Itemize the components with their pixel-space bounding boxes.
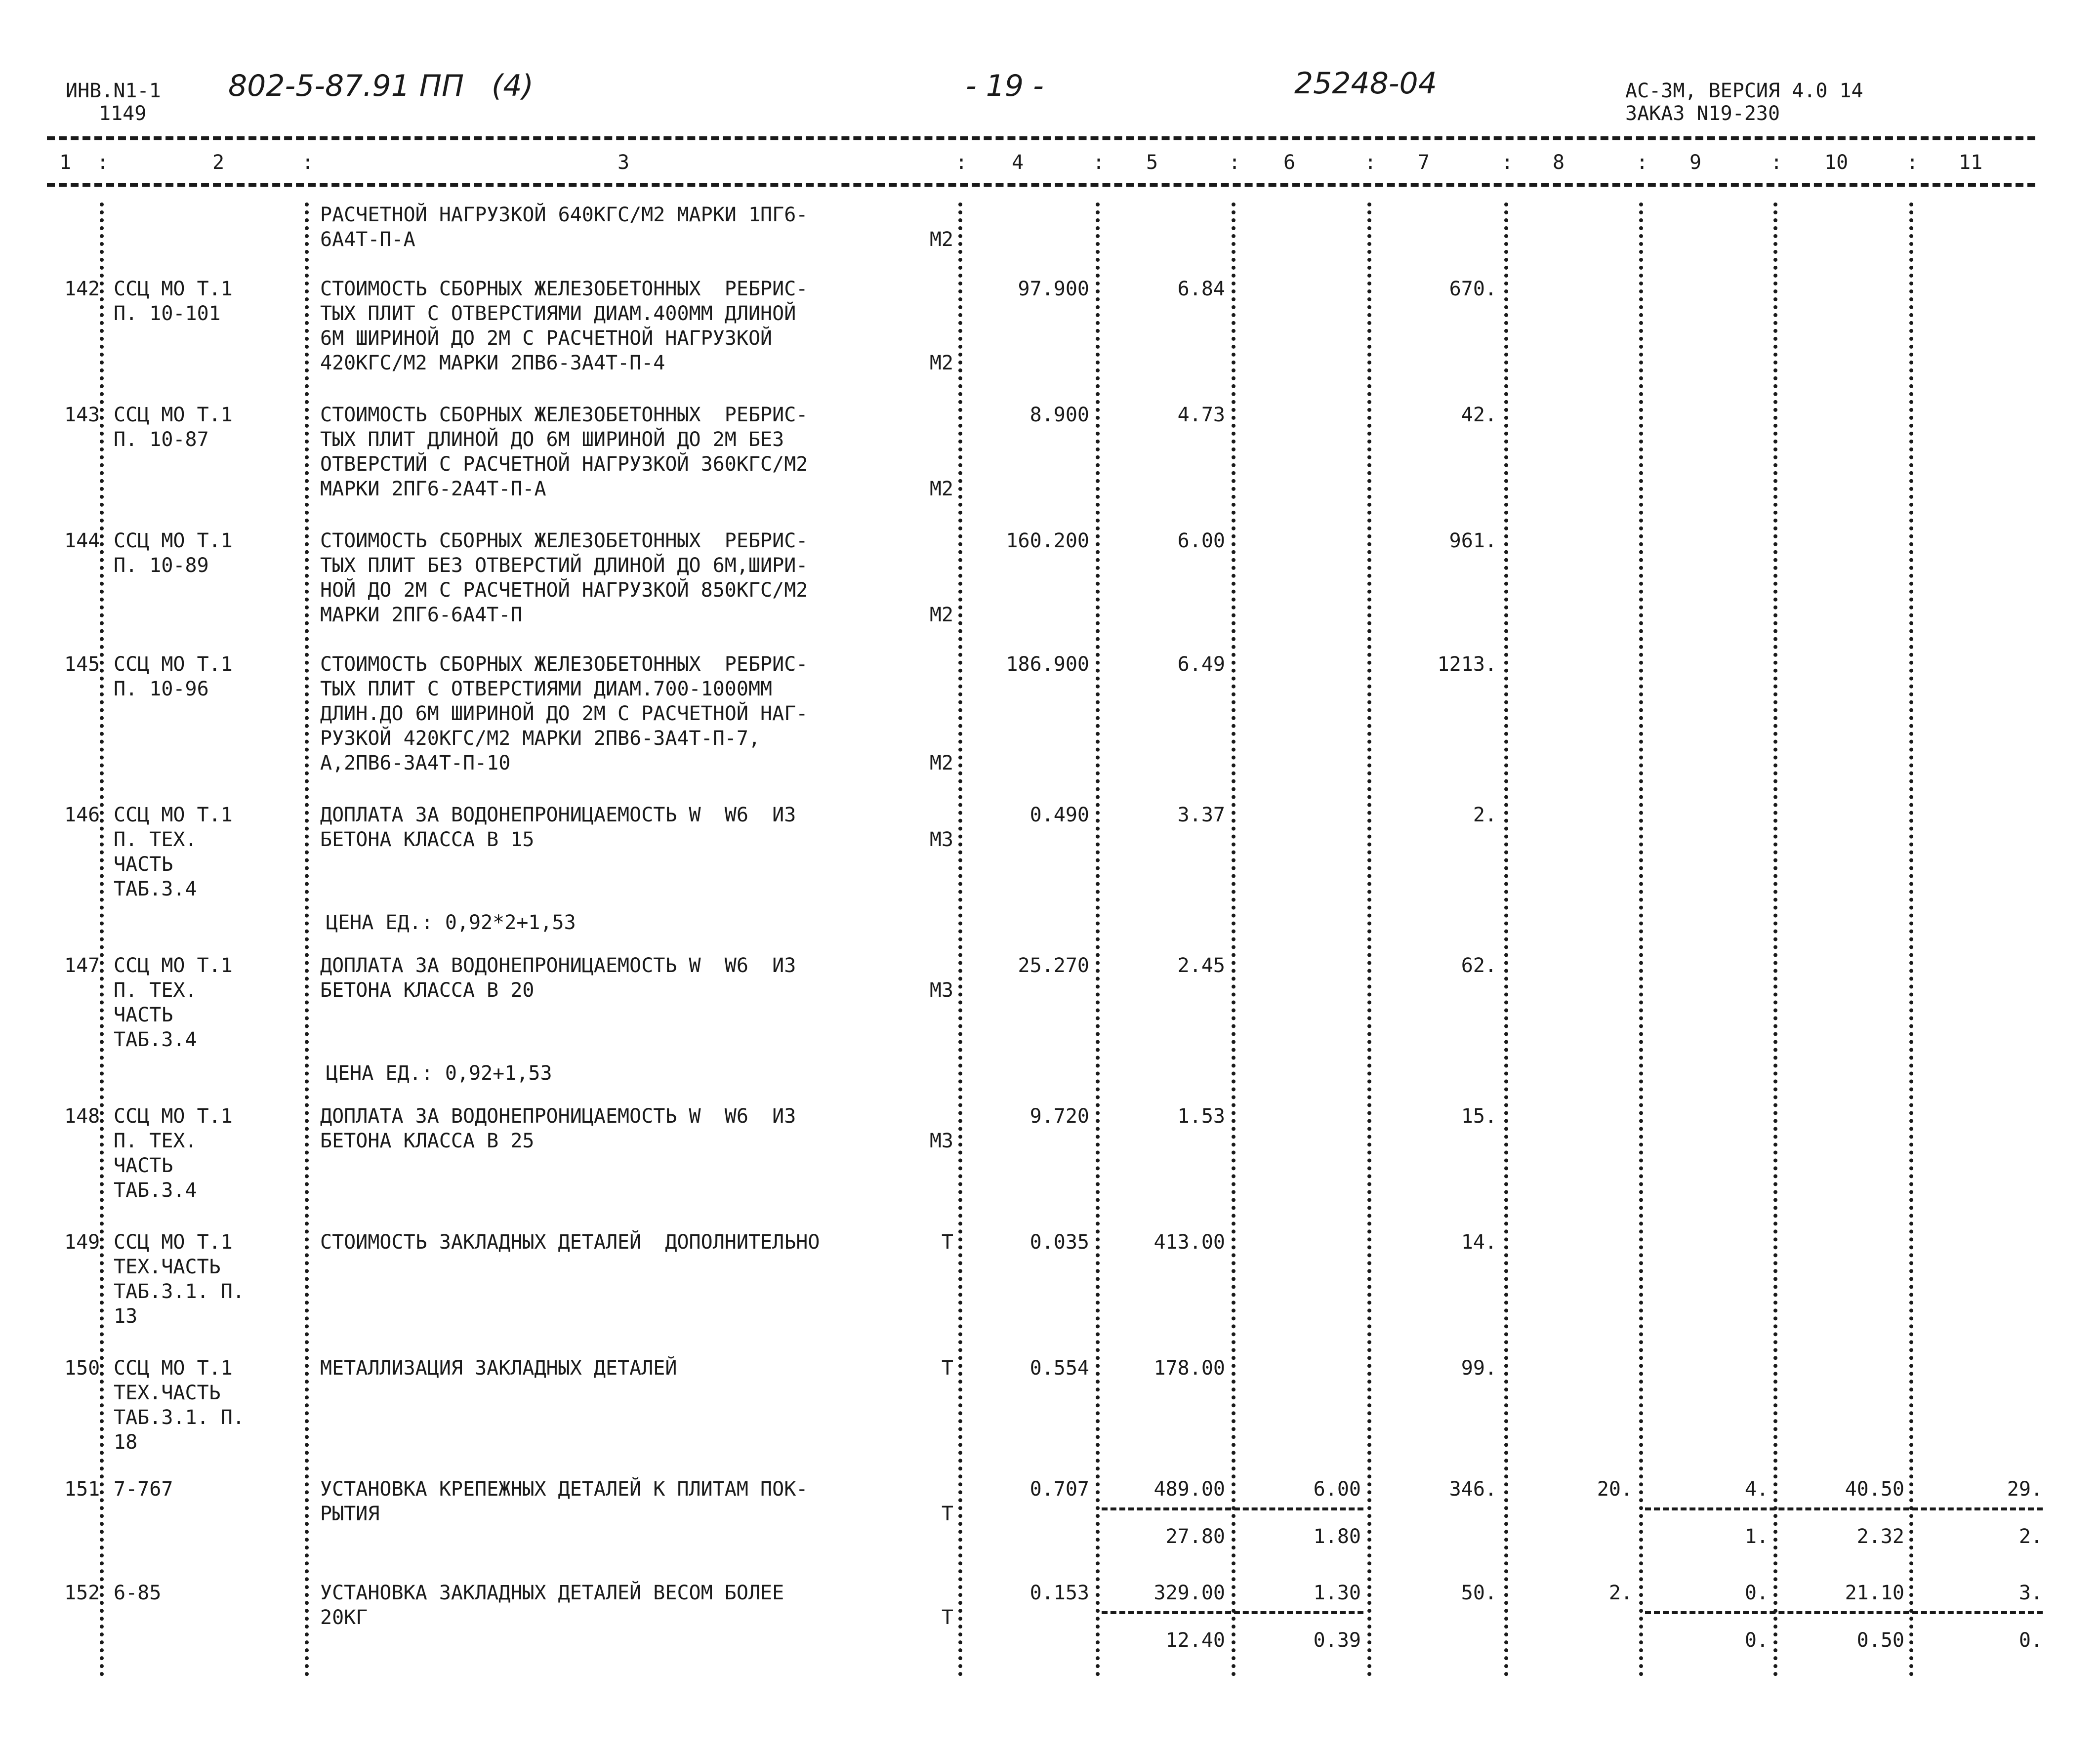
column-divider [1504, 203, 1508, 1677]
value-cost: 346. [1449, 1478, 1497, 1501]
subtotal-c11: 2. [2018, 1525, 2043, 1548]
work-description-line: УСТАНОВКА КРЕПЕЖНЫХ ДЕТАЛЕЙ К ПЛИТАМ ПОК- [320, 1478, 808, 1501]
value-cost: 961. [1449, 529, 1497, 552]
rate-code-line: ТАБ.3.4 [114, 1179, 197, 1202]
row-number: 146 [64, 804, 100, 826]
unit-of-measure: М2 [929, 752, 953, 774]
value-qty: 160.200 [1006, 529, 1089, 552]
rate-code-line: ТАБ.3.4 [114, 878, 197, 900]
row-number: 150 [64, 1357, 100, 1380]
inventory-number: 1149 [99, 102, 147, 125]
rate-code-line: ССЦ МО Т.1 [114, 653, 233, 676]
column-divider [1773, 203, 1777, 1677]
value-c9: 4. [1744, 1478, 1769, 1501]
unit-of-measure: М3 [929, 979, 953, 1002]
rate-code-line: ЧАСТЬ [114, 1004, 173, 1026]
subtotal-c11: 0. [2018, 1629, 2043, 1652]
unit-of-measure: М3 [929, 1130, 953, 1152]
value-price: 329.00 [1153, 1582, 1225, 1604]
work-description-line: А,2ПВ6-3А4Т-П-10 [320, 752, 511, 774]
work-description-line: СТОИМОСТЬ СБОРНЫХ ЖЕЛЕЗОБЕТОННЫХ РЕБРИС- [320, 278, 808, 300]
unit-of-measure: М2 [929, 228, 953, 251]
row-number: 148 [64, 1105, 100, 1128]
work-description-line: РАСЧЕТНОЙ НАГРУЗКОЙ 640КГС/М2 МАРКИ 1ПГ6- [320, 203, 808, 226]
subtotal-price: 12.40 [1165, 1629, 1225, 1652]
work-description-line: ТЫХ ПЛИТ С ОТВЕРСТИЯМИ ДИАМ.700-1000ММ [320, 678, 773, 700]
value-cost: 14. [1461, 1231, 1497, 1254]
subtotal-c9: 1. [1744, 1525, 1769, 1548]
column-number: 6 [1283, 151, 1296, 174]
column-number: 11 [1959, 151, 1983, 174]
rate-code-line: ССЦ МО Т.1 [114, 804, 233, 826]
rate-code-line: ТАБ.3.1. П. [114, 1406, 245, 1429]
work-description-line: ТЫХ ПЛИТ БЕЗ ОТВЕРСТИЙ ДЛИНОЙ ДО 6М,ШИРИ- [320, 554, 808, 577]
work-description-line: ДОПЛАТА ЗА ВОДОНЕПРОНИЦАЕМОСТЬ W W6 ИЗ [320, 804, 796, 826]
row-number: 144 [64, 529, 100, 552]
value-cost: 50. [1461, 1582, 1497, 1604]
value-cost: 62. [1461, 954, 1497, 977]
work-description-line: УСТАНОВКА ЗАКЛАДНЫХ ДЕТАЛЕЙ ВЕСОМ БОЛЕЕ [320, 1582, 784, 1604]
subtotal-c10: 0.50 [1856, 1629, 1904, 1652]
document-part: (4) [492, 69, 534, 103]
rate-code-line: ССЦ МО Т.1 [114, 278, 233, 300]
column-number: 3 [618, 151, 630, 174]
rate-code-line: П. ТЕХ. [114, 1130, 197, 1152]
work-description-line: ОТВЕРСТИЙ С РАСЧЕТНОЙ НАГРУЗКОЙ 360КГС/М2 [320, 453, 808, 476]
value-price: 3.37 [1177, 804, 1225, 826]
rate-code-line: П. 10-101 [114, 302, 221, 325]
subtotal-c6: 0.39 [1313, 1629, 1361, 1652]
value-c6: 1.30 [1313, 1582, 1361, 1604]
row-number: 145 [64, 653, 100, 676]
value-c11: 29. [2007, 1478, 2043, 1501]
unit-of-measure: М3 [929, 828, 953, 851]
work-description-line: ТЫХ ПЛИТ С ОТВЕРСТИЯМИ ДИАМ.400ММ ДЛИНОЙ [320, 302, 796, 325]
value-qty: 0.554 [1029, 1357, 1089, 1380]
subtotal-rule [1102, 1611, 1363, 1614]
row-number: 143 [64, 404, 100, 426]
rate-code-line: 13 [114, 1305, 138, 1328]
column-number: 5 [1146, 151, 1158, 174]
rate-code-line: ССЦ МО Т.1 [114, 404, 233, 426]
inventory-label: ИНВ.N1-1 [66, 80, 161, 102]
rate-code-line: П. ТЕХ. [114, 979, 197, 1002]
document-code: 802-5-87.91 ПП [228, 69, 464, 103]
column-separator: : [1906, 151, 1919, 174]
rate-code-line: П. 10-89 [114, 554, 209, 577]
unit-of-measure: Т [941, 1606, 953, 1629]
rate-code-line: ЧАСТЬ [114, 853, 173, 876]
subtotal-rule [1102, 1507, 1363, 1510]
work-description-line: БЕТОНА КЛАССА В 20 [320, 979, 535, 1002]
value-cost: 99. [1461, 1357, 1497, 1380]
row-number: 147 [64, 954, 100, 977]
value-qty: 186.900 [1006, 653, 1089, 676]
rate-code-line: ТЕХ.ЧАСТЬ [114, 1256, 221, 1278]
column-separator: : [1093, 151, 1105, 174]
value-c10: 21.10 [1845, 1582, 1904, 1604]
subtotal-c10: 2.32 [1856, 1525, 1904, 1548]
value-price: 6.84 [1177, 278, 1225, 300]
work-description-line: ДОПЛАТА ЗА ВОДОНЕПРОНИЦАЕМОСТЬ W W6 ИЗ [320, 954, 796, 977]
unit-of-measure: Т [941, 1357, 953, 1380]
value-c11: 3. [2018, 1582, 2043, 1604]
subtotal-c6: 1.80 [1313, 1525, 1361, 1548]
rate-code-line: ССЦ МО Т.1 [114, 1105, 233, 1128]
column-number: 2 [212, 151, 225, 174]
column-divider [1909, 203, 1913, 1677]
work-description-line: МАРКИ 2ПГ6-2А4Т-П-А [320, 478, 546, 500]
column-separator: : [302, 151, 314, 174]
work-description-line: НОЙ ДО 2М С РАСЧЕТНОЙ НАГРУЗКОЙ 850КГС/М2 [320, 579, 808, 602]
order-number: ЗАКАЗ N19-230 [1625, 102, 1780, 125]
column-number: 4 [1012, 151, 1024, 174]
column-separator: : [1771, 151, 1783, 174]
order-code-handwritten: 25248-04 [1294, 66, 1437, 101]
column-number: 7 [1418, 151, 1430, 174]
row-number: 149 [64, 1231, 100, 1254]
work-description-line: 420КГС/М2 МАРКИ 2ПВ6-3А4Т-П-4 [320, 352, 665, 374]
value-qty: 8.900 [1029, 404, 1089, 426]
column-divider [100, 203, 104, 1677]
subtotal-rule [1645, 1611, 2043, 1614]
value-qty: 97.900 [1018, 278, 1089, 300]
subtotal-rule [1645, 1507, 2043, 1510]
rate-code-line: ТЕХ.ЧАСТЬ [114, 1382, 221, 1404]
rate-code-line: 6-85 [114, 1582, 162, 1604]
value-price: 178.00 [1153, 1357, 1225, 1380]
value-qty: 0.035 [1029, 1231, 1089, 1254]
row-number: 152 [64, 1582, 100, 1604]
value-c8: 2. [1608, 1582, 1633, 1604]
work-description-line: СТОИМОСТЬ СБОРНЫХ ЖЕЛЕЗОБЕТОННЫХ РЕБРИС- [320, 529, 808, 552]
unit-of-measure: Т [941, 1503, 953, 1525]
value-qty: 25.270 [1018, 954, 1089, 977]
program-version: АС-3М, ВЕРСИЯ 4.0 14 [1625, 80, 1863, 102]
column-separator: : [1636, 151, 1648, 174]
work-description-line: БЕТОНА КЛАССА В 15 [320, 828, 535, 851]
work-description-line: МАРКИ 2ПГ6-6А4Т-П [320, 604, 523, 626]
value-price: 489.00 [1153, 1478, 1225, 1501]
value-c6: 6.00 [1313, 1478, 1361, 1501]
value-c9: 0. [1744, 1582, 1769, 1604]
column-separator: : [955, 151, 968, 174]
work-description-line: ДЛИН.ДО 6М ШИРИНОЙ ДО 2М С РАСЧЕТНОЙ НАГ- [320, 702, 808, 725]
unit-of-measure: М2 [929, 604, 953, 626]
value-price: 6.49 [1177, 653, 1225, 676]
value-c8: 20. [1597, 1478, 1633, 1501]
column-number: 1 [59, 151, 72, 174]
work-description-line: РУЗКОЙ 420КГС/М2 МАРКИ 2ПВ6-3А4Т-П-7, [320, 727, 761, 750]
rate-code-line: ССЦ МО Т.1 [114, 1231, 233, 1254]
header-bottom-rule [47, 183, 2035, 187]
value-price: 6.00 [1177, 529, 1225, 552]
work-description-line: ТЫХ ПЛИТ ДЛИНОЙ ДО 6М ШИРИНОЙ ДО 2М БЕЗ [320, 428, 784, 451]
value-price: 2.45 [1177, 954, 1225, 977]
value-price: 4.73 [1177, 404, 1225, 426]
column-separator: : [97, 151, 109, 174]
work-description-line: 20КГ [320, 1606, 368, 1629]
page-number: - 19 - [966, 69, 1044, 103]
unit-of-measure: М2 [929, 352, 953, 374]
work-description-line: РЫТИЯ [320, 1503, 380, 1525]
work-description-line: ДОПЛАТА ЗА ВОДОНЕПРОНИЦАЕМОСТЬ W W6 ИЗ [320, 1105, 796, 1128]
column-divider [305, 203, 309, 1677]
header-top-rule [47, 136, 2035, 140]
value-price: 1.53 [1177, 1105, 1225, 1128]
rate-code-line: ССЦ МО Т.1 [114, 529, 233, 552]
work-description-line: 6М ШИРИНОЙ ДО 2М С РАСЧЕТНОЙ НАГРУЗКОЙ [320, 327, 773, 350]
row-number: 151 [64, 1478, 100, 1501]
unit-price-note: ЦЕНА ЕД.: 0,92*2+1,53 [326, 911, 576, 934]
rate-code-line: 18 [114, 1431, 138, 1454]
column-separator: : [1364, 151, 1377, 174]
work-description-line: БЕТОНА КЛАССА В 25 [320, 1130, 535, 1152]
subtotal-c9: 0. [1744, 1629, 1769, 1652]
value-cost: 1213. [1437, 653, 1497, 676]
unit-price-note: ЦЕНА ЕД.: 0,92+1,53 [326, 1062, 552, 1085]
rate-code-line: П. 10-96 [114, 678, 209, 700]
value-c10: 40.50 [1845, 1478, 1904, 1501]
work-description-line: 6А4Т-П-А [320, 228, 415, 251]
rate-code-line: 7-767 [114, 1478, 173, 1501]
subtotal-price: 27.80 [1165, 1525, 1225, 1548]
column-divider [1232, 203, 1235, 1677]
value-cost: 2. [1473, 804, 1497, 826]
value-qty: 0.153 [1029, 1582, 1089, 1604]
work-description-line: СТОИМОСТЬ СБОРНЫХ ЖЕЛЕЗОБЕТОННЫХ РЕБРИС- [320, 653, 808, 676]
rate-code-line: П. ТЕХ. [114, 828, 197, 851]
unit-of-measure: М2 [929, 478, 953, 500]
column-number: 9 [1689, 151, 1702, 174]
value-price: 413.00 [1153, 1231, 1225, 1254]
value-qty: 9.720 [1029, 1105, 1089, 1128]
rate-code-line: ТАБ.3.1. П. [114, 1280, 245, 1303]
rate-code-line: П. 10-87 [114, 428, 209, 451]
rate-code-line: ССЦ МО Т.1 [114, 954, 233, 977]
work-description-line: МЕТАЛЛИЗАЦИЯ ЗАКЛАДНЫХ ДЕТАЛЕЙ [320, 1357, 677, 1380]
rate-code-line: ТАБ.3.4 [114, 1028, 197, 1051]
value-cost: 42. [1461, 404, 1497, 426]
column-separator: : [1229, 151, 1241, 174]
unit-of-measure: Т [941, 1231, 953, 1254]
column-number: 8 [1553, 151, 1565, 174]
column-separator: : [1501, 151, 1514, 174]
work-description-line: СТОИМОСТЬ ЗАКЛАДНЫХ ДЕТАЛЕЙ ДОПОЛНИТЕЛЬНО [320, 1231, 820, 1254]
rate-code-line: ЧАСТЬ [114, 1154, 173, 1177]
value-cost: 670. [1449, 278, 1497, 300]
column-divider [1639, 203, 1643, 1677]
value-qty: 0.707 [1029, 1478, 1089, 1501]
rate-code-line: ССЦ МО Т.1 [114, 1357, 233, 1380]
work-description-line: СТОИМОСТЬ СБОРНЫХ ЖЕЛЕЗОБЕТОННЫХ РЕБРИС- [320, 404, 808, 426]
value-qty: 0.490 [1029, 804, 1089, 826]
column-number: 10 [1824, 151, 1849, 174]
value-cost: 15. [1461, 1105, 1497, 1128]
row-number: 142 [64, 278, 100, 300]
